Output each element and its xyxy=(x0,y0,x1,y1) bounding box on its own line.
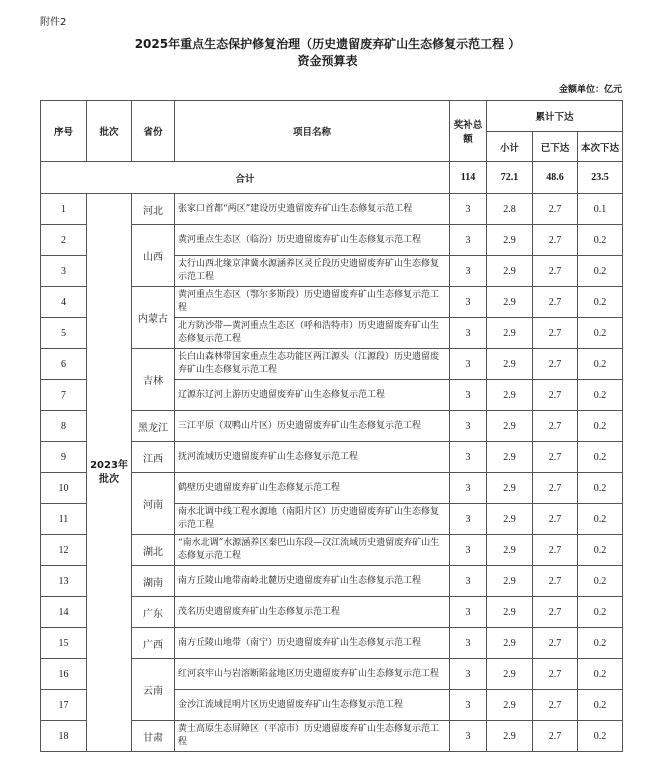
total-subsidy: 114 xyxy=(450,162,487,194)
row-seq: 8 xyxy=(41,411,87,442)
row-subsidy: 3 xyxy=(450,225,487,256)
attachment-label: 附件2 xyxy=(40,17,67,28)
row-subsidy: 3 xyxy=(450,349,487,380)
header-project: 项目名称 xyxy=(175,101,450,162)
row-subsidy: 3 xyxy=(450,535,487,566)
row-current: 0.2 xyxy=(578,473,623,504)
row-project-name: 鹤壁历史遗留废弃矿山生态修复示范工程 xyxy=(175,473,450,504)
header-subtotal: 小计 xyxy=(487,132,533,162)
row-current: 0.2 xyxy=(578,566,623,597)
row-subsidy: 3 xyxy=(450,659,487,690)
row-current: 0.2 xyxy=(578,628,623,659)
row-subtotal: 2.9 xyxy=(487,690,533,721)
row-current: 0.2 xyxy=(578,380,623,411)
row-seq: 14 xyxy=(41,597,87,628)
row-subtotal: 2.9 xyxy=(487,349,533,380)
row-project-name: 辽源东辽河上游历史遗留废弃矿山生态修复示范工程 xyxy=(175,380,450,411)
row-subsidy: 3 xyxy=(450,473,487,504)
row-issued: 2.7 xyxy=(533,535,578,566)
total-row xyxy=(41,162,623,194)
row-province: 河北 xyxy=(132,194,175,225)
row-province: 江西 xyxy=(132,442,175,473)
row-subtotal: 2.9 xyxy=(487,442,533,473)
row-project-name: 黄河重点生态区（临汾）历史遗留废弃矿山生态修复示范工程 xyxy=(175,225,450,256)
row-issued: 2.7 xyxy=(533,504,578,535)
row-seq: 17 xyxy=(41,690,87,721)
row-subtotal: 2.9 xyxy=(487,380,533,411)
row-issued: 2.7 xyxy=(533,628,578,659)
row-issued: 2.7 xyxy=(533,473,578,504)
row-subtotal: 2.9 xyxy=(487,597,533,628)
row-project-name: 南方丘陵山地带南岭北麓历史遗留废弃矿山生态修复示范工程 xyxy=(175,566,450,597)
row-current: 0.2 xyxy=(578,411,623,442)
header-batch: 批次 xyxy=(87,101,132,162)
row-current: 0.2 xyxy=(578,597,623,628)
row-issued: 2.7 xyxy=(533,194,578,225)
row-seq: 7 xyxy=(41,380,87,411)
row-project-name: 黄河重点生态区（鄂尔多斯段）历史遗留废弃矿山生态修复示范工程 xyxy=(175,287,450,318)
row-subtotal: 2.9 xyxy=(487,721,533,752)
batch-cell: 2023年批次 xyxy=(87,194,132,752)
row-project-name: 茂名历史遗留废弃矿山生态修复示范工程 xyxy=(175,597,450,628)
row-subsidy: 3 xyxy=(450,566,487,597)
row-seq: 4 xyxy=(41,287,87,318)
row-project-name: 长白山森林带国家重点生态功能区两江源头（江源段）历史遗留废弃矿山生态修复示范工程 xyxy=(175,349,450,380)
row-subsidy: 3 xyxy=(450,597,487,628)
row-seq: 13 xyxy=(41,566,87,597)
row-province: 山西 xyxy=(132,225,175,287)
header-current: 本次下达 xyxy=(578,132,623,162)
row-current: 0.2 xyxy=(578,256,623,287)
header-subsidy-total: 奖补总额 xyxy=(450,101,487,162)
row-province: 湖南 xyxy=(132,566,175,597)
row-subtotal: 2.9 xyxy=(487,473,533,504)
row-issued: 2.7 xyxy=(533,287,578,318)
row-project-name: 张家口首都“两区”建设历史遗留废弃矿山生态修复示范工程 xyxy=(175,194,450,225)
total-subtotal: 72.1 xyxy=(487,162,533,194)
row-current: 0.2 xyxy=(578,504,623,535)
budget-table xyxy=(40,100,623,752)
row-issued: 2.7 xyxy=(533,721,578,752)
row-seq: 1 xyxy=(41,194,87,225)
row-current: 0.2 xyxy=(578,318,623,349)
row-province: 广西 xyxy=(132,628,175,659)
row-province: 河南 xyxy=(132,473,175,535)
row-subsidy: 3 xyxy=(450,504,487,535)
total-label: 合计 xyxy=(41,162,450,194)
row-subsidy: 3 xyxy=(450,442,487,473)
row-seq: 3 xyxy=(41,256,87,287)
unit-label: 金额单位：亿元 xyxy=(558,85,622,95)
row-subtotal: 2.9 xyxy=(487,256,533,287)
row-project-name: 金沙江流域昆明片区历史遗留废弃矿山生态修复示范工程 xyxy=(175,690,450,721)
row-issued: 2.7 xyxy=(533,597,578,628)
row-subsidy: 3 xyxy=(450,690,487,721)
row-province: 内蒙古 xyxy=(132,287,175,349)
table-row xyxy=(41,194,623,225)
row-province: 甘肃 xyxy=(132,721,175,752)
row-issued: 2.7 xyxy=(533,566,578,597)
row-subtotal: 2.8 xyxy=(487,194,533,225)
row-province: 云南 xyxy=(132,659,175,721)
row-subtotal: 2.9 xyxy=(487,287,533,318)
row-current: 0.2 xyxy=(578,225,623,256)
row-seq: 5 xyxy=(41,318,87,349)
row-project-name: 三江平原（双鸭山片区）历史遗留废弃矿山生态修复示范工程 xyxy=(175,411,450,442)
total-issued: 48.6 xyxy=(533,162,578,194)
row-seq: 18 xyxy=(41,721,87,752)
row-current: 0.2 xyxy=(578,442,623,473)
row-subsidy: 3 xyxy=(450,380,487,411)
row-province: 广东 xyxy=(132,597,175,628)
row-current: 0.2 xyxy=(578,659,623,690)
row-seq: 2 xyxy=(41,225,87,256)
row-seq: 12 xyxy=(41,535,87,566)
row-current: 0.1 xyxy=(578,194,623,225)
header-province: 省份 xyxy=(132,101,175,162)
row-subtotal: 2.9 xyxy=(487,504,533,535)
row-province: 黑龙江 xyxy=(132,411,175,442)
row-subtotal: 2.9 xyxy=(487,566,533,597)
row-seq: 16 xyxy=(41,659,87,690)
row-seq: 10 xyxy=(41,473,87,504)
row-subtotal: 2.9 xyxy=(487,535,533,566)
row-project-name: “南水北调”水源涵养区秦巴山东段—汉江流域历史遗留废弃矿山生态修复示范工程 xyxy=(175,535,450,566)
row-current: 0.2 xyxy=(578,721,623,752)
row-seq: 6 xyxy=(41,349,87,380)
row-subsidy: 3 xyxy=(450,256,487,287)
header-cumulative: 累计下达 xyxy=(487,101,623,132)
row-issued: 2.7 xyxy=(533,659,578,690)
document-subtitle: 资金预算表 xyxy=(297,54,358,68)
row-current: 0.2 xyxy=(578,349,623,380)
row-issued: 2.7 xyxy=(533,256,578,287)
total-current: 23.5 xyxy=(578,162,623,194)
header-issued: 已下达 xyxy=(533,132,578,162)
row-province: 吉林 xyxy=(132,349,175,411)
row-subtotal: 2.9 xyxy=(487,318,533,349)
row-seq: 15 xyxy=(41,628,87,659)
row-issued: 2.7 xyxy=(533,411,578,442)
row-project-name: 红河哀牢山与岩溶断陷盆地区历史遗留废弃矿山生态修复示范工程 xyxy=(175,659,450,690)
row-subsidy: 3 xyxy=(450,194,487,225)
row-project-name: 太行山西北缘京津冀水源涵养区灵丘段历史遗留废弃矿山生态修复示范工程 xyxy=(175,256,450,287)
row-issued: 2.7 xyxy=(533,690,578,721)
row-issued: 2.7 xyxy=(533,225,578,256)
document-title: 2025年重点生态保护修复治理（历史遗留废弃矿山生态修复示范工程 ） xyxy=(134,37,521,51)
row-issued: 2.7 xyxy=(533,442,578,473)
row-subsidy: 3 xyxy=(450,411,487,442)
row-current: 0.2 xyxy=(578,287,623,318)
row-project-name: 南方丘陵山地带（南宁）历史遗留废弃矿山生态修复示范工程 xyxy=(175,628,450,659)
row-seq: 11 xyxy=(41,504,87,535)
row-subtotal: 2.9 xyxy=(487,411,533,442)
row-issued: 2.7 xyxy=(533,380,578,411)
row-issued: 2.7 xyxy=(533,349,578,380)
row-subtotal: 2.9 xyxy=(487,659,533,690)
row-project-name: 抚河流域历史遗留废弃矿山生态修复示范工程 xyxy=(175,442,450,473)
row-current: 0.2 xyxy=(578,690,623,721)
row-seq: 9 xyxy=(41,442,87,473)
row-subtotal: 2.9 xyxy=(487,225,533,256)
row-current: 0.2 xyxy=(578,535,623,566)
header-seq: 序号 xyxy=(41,101,87,162)
row-issued: 2.7 xyxy=(533,318,578,349)
row-project-name: 黄土高原生态屏障区（平凉市）历史遗留废弃矿山生态修复示范工程 xyxy=(175,721,450,752)
row-subsidy: 3 xyxy=(450,287,487,318)
row-project-name: 南水北调中线工程水源地（南阳片区）历史遗留废弃矿山生态修复示范工程 xyxy=(175,504,450,535)
row-subsidy: 3 xyxy=(450,628,487,659)
row-subsidy: 3 xyxy=(450,721,487,752)
row-province: 湖北 xyxy=(132,535,175,566)
row-subsidy: 3 xyxy=(450,318,487,349)
row-subtotal: 2.9 xyxy=(487,628,533,659)
row-project-name: 北方防沙带—黄河重点生态区（呼和浩特市）历史遗留废弃矿山生态修复示范工程 xyxy=(175,318,450,349)
